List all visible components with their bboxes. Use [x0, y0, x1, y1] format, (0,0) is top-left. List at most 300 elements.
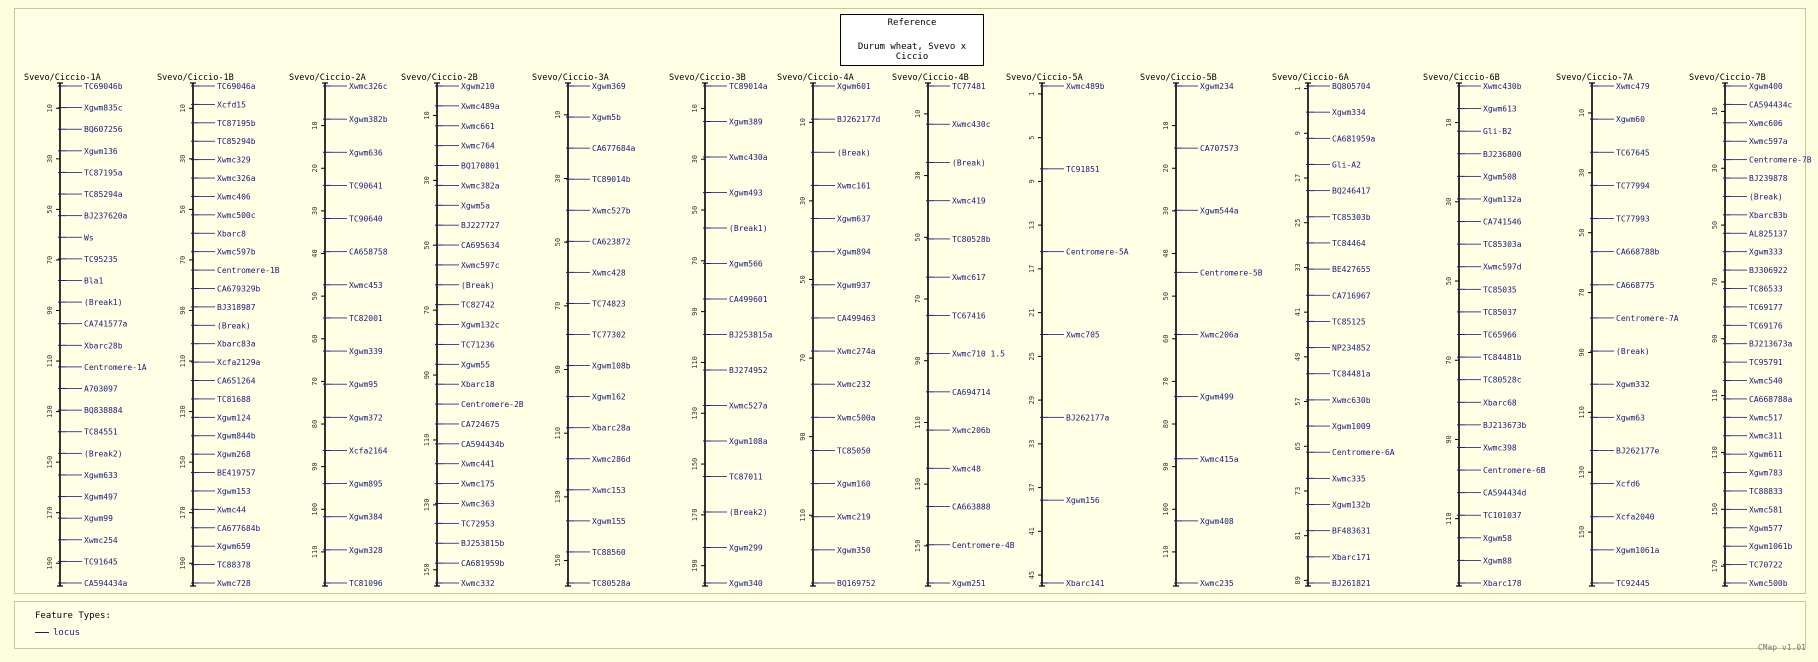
locus-label: TC65966: [1483, 330, 1517, 340]
locus-label: Xgwm844b: [217, 431, 256, 441]
locus-label: TC80528c: [1483, 375, 1522, 385]
locus-label: Centromere-1B: [217, 266, 280, 276]
locus-label: Xwmc500b: [1749, 579, 1788, 588]
locus-label: Xgwm95: [349, 380, 378, 390]
locus-label: BJ213673b: [1483, 420, 1527, 430]
axis-tick-label: 50: [1711, 220, 1719, 230]
locus-label: Xgwm108a: [729, 437, 768, 446]
locus-label: Xgwm508: [1483, 172, 1517, 182]
locus-label: (Break): [952, 158, 986, 168]
locus-label: (Break): [461, 280, 495, 290]
locus-label: CA681959b: [461, 559, 505, 569]
axis-tick-label: 110: [46, 354, 54, 368]
axis-tick-label: 21: [1028, 308, 1036, 317]
axis-tick-label: 110: [1445, 512, 1453, 525]
locus-label: TC95235: [84, 254, 118, 264]
axis-tick-label: 30: [1162, 206, 1170, 216]
locus-label: CA668788b: [1616, 247, 1660, 257]
locus-label: TC101037: [1483, 511, 1522, 521]
map-title: Svevo/Ciccio-6A: [1272, 73, 1349, 83]
locus-label: TC87011: [729, 472, 763, 482]
locus-label: Xcfd15: [217, 100, 246, 110]
axis-tick-label: 30: [1578, 168, 1586, 178]
locus-label: BJ236800: [1483, 149, 1522, 159]
locus-label: Xgwm577: [1749, 523, 1783, 533]
locus-label: BJ262177e: [1616, 446, 1660, 456]
locus-label: TC88378: [217, 560, 251, 570]
axis-tick-label: 100: [1162, 502, 1170, 516]
locus-label: Xgwm339: [349, 347, 383, 357]
locus-label: TC87195a: [84, 168, 123, 178]
locus-label: Xwmc705: [1066, 330, 1100, 340]
locus-label: Xgwm835c: [84, 103, 123, 113]
axis-tick-label: 65: [1294, 442, 1302, 451]
locus-label: TC84551: [84, 427, 118, 437]
axis-tick-label: 45: [1028, 570, 1036, 580]
locus-label: TC85050: [837, 446, 871, 456]
locus-label: Xgwm88: [1483, 556, 1512, 566]
axis-tick-label: 150: [179, 455, 187, 469]
axis-tick-label: 13: [1028, 220, 1036, 230]
locus-label: TC90640: [349, 214, 383, 224]
axis-tick-label: 41: [1028, 527, 1036, 536]
map-title: Svevo/Ciccio-7B: [1689, 73, 1766, 83]
locus-label: Xgwm153: [217, 486, 251, 496]
locus-label: Xwmc489b: [1066, 82, 1105, 91]
locus-label: Xwmc382a: [461, 181, 500, 191]
locus-label: Xbarc83a: [217, 339, 256, 349]
axis-tick-label: 50: [1445, 276, 1453, 286]
locus-label: CA741546: [1483, 217, 1522, 227]
locus-label: Xbarc68: [1483, 398, 1517, 408]
locus-label: Centromere-7B: [1749, 155, 1812, 165]
locus-label: Xgwm136: [84, 146, 118, 156]
axis-tick-label: 10: [311, 121, 319, 130]
locus-label: BQ838884: [84, 406, 123, 416]
locus-label: Xgwm493: [729, 188, 763, 198]
map-title: Svevo/Ciccio-7A: [1556, 73, 1633, 83]
axis-tick-label: 10: [1711, 107, 1719, 116]
locus-label: Xwmc232: [837, 380, 871, 390]
axis-tick-label: 10: [691, 104, 699, 113]
locus-label: Xwmc406: [217, 192, 251, 202]
locus-label: CA679329b: [217, 284, 261, 294]
linkage-group-14: [1689, 73, 1812, 588]
axis-tick-label: 70: [554, 301, 562, 311]
axis-tick-label: 80: [311, 419, 319, 429]
axis-tick-label: 130: [1711, 446, 1719, 459]
map-title: Svevo/Ciccio-1A: [24, 73, 101, 83]
locus-label: TC85294a: [84, 190, 123, 200]
axis-tick-label: 33: [1028, 439, 1036, 449]
axis-tick-label: 110: [1711, 389, 1719, 402]
axis-tick-label: 70: [691, 256, 699, 266]
locus-label: Xgwm497: [84, 492, 118, 502]
locus-label: Xgwm58: [1483, 533, 1512, 543]
locus-label: TC85303a: [1483, 240, 1522, 250]
locus-label: Xgwm5b: [592, 113, 621, 123]
locus-label: Xwmc606: [1749, 118, 1783, 128]
axis-tick-label: 90: [423, 370, 431, 380]
locus-label: Xbarc83b: [1749, 210, 1788, 220]
legend-title: Feature Types:: [35, 611, 111, 621]
axis-tick-label: 170: [46, 506, 54, 520]
locus-label: CA623872: [592, 237, 631, 247]
locus-label: Xgwm937: [837, 280, 871, 290]
axis-tick-label: 110: [691, 356, 699, 369]
axis-tick-label: 50: [1162, 291, 1170, 301]
locus-label: TC77993: [1616, 214, 1650, 224]
locus-label: Xgwm63: [1616, 413, 1645, 423]
locus-label: TC92445: [1616, 579, 1650, 588]
locus-label: TC91851: [1066, 164, 1100, 174]
map-title: Svevo/Ciccio-1B: [157, 73, 234, 83]
axis-tick-label: 70: [46, 255, 54, 265]
locus-label: Xgwm1061b: [1749, 542, 1793, 552]
axis-tick-label: 90: [554, 365, 562, 374]
axis-tick-label: 110: [799, 508, 807, 522]
axis-tick-label: 25: [1028, 352, 1036, 361]
locus-line-swatch: [35, 632, 49, 633]
locus-label: BQ170801: [461, 161, 500, 171]
map-title: Svevo/Ciccio-5A: [1006, 73, 1083, 83]
locus-label: Xgwm155: [592, 516, 626, 526]
locus-label: Xwmc540: [1749, 376, 1783, 386]
axis-tick-label: 70: [179, 255, 187, 265]
locus-label: Xwmc48: [952, 464, 981, 474]
locus-label: Xgwm251: [952, 579, 986, 588]
axis-tick-label: 150: [46, 455, 54, 469]
axis-tick-label: 10: [1445, 118, 1453, 127]
linkage-group-3: [289, 73, 388, 588]
axis-tick-label: 90: [914, 356, 922, 365]
locus-label: Xgwm332: [1616, 380, 1650, 390]
locus-label: Xwmc335: [1332, 474, 1366, 484]
locus-label: Xgwm659: [217, 542, 251, 552]
linkage-group-10: [1140, 73, 1263, 588]
axis-tick-label: 170: [691, 508, 699, 522]
axis-tick-label: 110: [914, 416, 922, 429]
axis-tick-label: 90: [1711, 334, 1719, 343]
locus-label: CA658758: [349, 247, 388, 257]
locus-label: TC89014a: [729, 82, 768, 91]
locus-label: CA707573: [1200, 144, 1239, 154]
locus-label: TC69046a: [217, 82, 256, 91]
locus-label: Xgwm613: [1483, 104, 1517, 114]
axis-tick-label: 110: [179, 354, 187, 368]
axis-tick-label: 90: [311, 462, 319, 471]
axis-tick-label: 70: [1711, 277, 1719, 287]
locus-label: CA677684a: [592, 144, 636, 154]
axis-tick-label: 30: [179, 154, 187, 164]
locus-label: TC90641: [349, 181, 383, 191]
locus-label: Xwmc398: [1483, 443, 1517, 453]
locus-label: TC86533: [1749, 284, 1783, 294]
axis-tick-label: 100: [311, 502, 319, 516]
locus-label: TC87195b: [217, 118, 256, 128]
locus-label: (Break2): [84, 449, 123, 459]
axis-tick-label: 50: [799, 275, 807, 284]
locus-label: BJ227727: [461, 221, 500, 231]
locus-label: Xgwm55: [461, 360, 490, 370]
linkage-group-8: [892, 73, 1015, 588]
locus-label: TC91645: [84, 557, 118, 567]
linkage-group-5: [532, 73, 636, 588]
locus-label: BF483631: [1332, 526, 1371, 536]
locus-label: TC85125: [1332, 317, 1366, 327]
locus-label: Gli-A2: [1332, 160, 1361, 170]
locus-label: (Break1): [729, 224, 768, 233]
map-title: Svevo/Ciccio-2B: [401, 73, 478, 83]
map-title: Svevo/Ciccio-3B: [669, 73, 746, 83]
locus-label: Xgwm544a: [1200, 206, 1239, 216]
locus-label: Xgwm389: [729, 117, 763, 127]
axis-tick-label: 50: [914, 233, 922, 242]
locus-label: Xgwm601: [837, 82, 871, 91]
locus-label: Bla1: [84, 276, 104, 286]
axis-tick-label: 190: [46, 556, 54, 570]
axis-tick-label: 90: [46, 306, 54, 315]
locus-label: Xgwm400: [1749, 82, 1783, 91]
locus-label: Xbarc178: [1483, 579, 1522, 588]
legend-item-locus: [35, 628, 80, 638]
locus-label: Xwmc597a: [1749, 137, 1788, 147]
axis-tick-label: 70: [799, 353, 807, 363]
axis-tick-label: 110: [1578, 406, 1586, 419]
locus-label: BE419757: [217, 468, 256, 478]
locus-label: TC84481a: [1332, 369, 1371, 379]
axis-tick-label: 190: [179, 556, 187, 570]
locus-label: BE427655: [1332, 265, 1371, 275]
locus-label: BJ239878: [1749, 174, 1788, 184]
axis-tick-label: 90: [179, 306, 187, 315]
locus-label: (Break): [837, 148, 871, 158]
axis-tick-label: 10: [423, 111, 431, 120]
axis-tick-label: 30: [691, 154, 699, 164]
axis-tick-label: 20: [311, 164, 319, 173]
locus-label: CA594434d: [1483, 488, 1527, 498]
locus-label: Xgwm99: [84, 514, 113, 524]
locus-label: Xwmc430a: [729, 153, 768, 162]
locus-label: Xgwm372: [349, 413, 383, 423]
locus-label: TC85303b: [1332, 212, 1371, 222]
locus-label: Xgwm350: [837, 545, 871, 555]
locus-label: TC89014b: [592, 175, 631, 185]
locus-label: (Break1): [84, 298, 123, 308]
locus-label: Xwmc430b: [1483, 82, 1522, 91]
locus-label: Xgwm636: [349, 148, 383, 158]
axis-tick-label: 70: [1162, 377, 1170, 386]
locus-label: Xgwm156: [1066, 496, 1100, 506]
axis-tick-label: 1: [1028, 91, 1036, 97]
axis-tick-label: 81: [1294, 531, 1302, 540]
locus-label: Xwmc326c: [349, 82, 388, 91]
locus-label: Ws: [84, 233, 94, 243]
locus-label: AL825137: [1749, 229, 1788, 239]
axis-tick-label: 89: [1294, 576, 1302, 585]
locus-label: Xwmc419: [952, 196, 986, 206]
locus-label: Xgwm633: [84, 470, 118, 480]
locus-label: Centromere-2B: [461, 400, 524, 410]
locus-label: TC82001: [349, 313, 383, 323]
locus-label: Xgwm566: [729, 259, 763, 269]
axis-tick-label: 50: [691, 205, 699, 215]
linkage-group-6: [669, 73, 773, 588]
axis-tick-label: 9: [1028, 179, 1036, 184]
locus-label: Xwmc206a: [1200, 330, 1239, 340]
locus-label: Xwmc517: [1749, 413, 1783, 423]
locus-label: Xwmc441: [461, 459, 495, 469]
axis-tick-label: 70: [914, 294, 922, 304]
axis-tick-label: 70: [1578, 288, 1586, 297]
axis-tick-label: 110: [311, 545, 319, 559]
locus-label: Centromere-7A: [1616, 313, 1679, 323]
locus-label: Gli-B2: [1483, 127, 1512, 137]
axis-tick-label: 50: [311, 291, 319, 301]
axis-tick-label: 90: [1578, 348, 1586, 357]
legend-item-label: locus: [53, 628, 81, 638]
axis-tick-label: 70: [1445, 356, 1453, 365]
locus-label: TC82742: [461, 300, 495, 310]
linkage-group-2: [157, 73, 280, 588]
legend-panel: [14, 601, 1806, 649]
axis-tick-label: 110: [1162, 545, 1170, 559]
locus-label: TC85035: [1483, 285, 1517, 295]
locus-label: Xwmc581: [1749, 505, 1783, 515]
locus-label: TC72953: [461, 519, 495, 529]
locus-label: Xwmc274a: [837, 347, 876, 357]
locus-label: Xgwm382b: [349, 115, 388, 125]
locus-label: BJ318987: [217, 302, 256, 312]
axis-tick-label: 30: [914, 171, 922, 180]
locus-label: Xgwm611: [1749, 450, 1783, 460]
locus-label: BQ246417: [1332, 186, 1371, 196]
axis-tick-label: 9: [1294, 131, 1302, 136]
axis-tick-label: 30: [799, 196, 807, 206]
axis-tick-label: 29: [1028, 395, 1036, 405]
map-title: Svevo/Ciccio-5B: [1140, 73, 1217, 83]
locus-label: BJ261821: [1332, 579, 1371, 588]
locus-label: Xwmc661: [461, 121, 495, 131]
locus-label: Xwmc597d: [1483, 262, 1522, 272]
locus-label: TC77302: [592, 330, 626, 340]
locus-label: CA668788a: [1749, 394, 1793, 404]
locus-label: Xwmc235: [1200, 579, 1234, 588]
locus-label: CA651264: [217, 376, 256, 386]
locus-label: TC69046b: [84, 82, 123, 91]
locus-label: Xgwm299: [729, 543, 763, 553]
locus-label: BQ805704: [1332, 82, 1371, 91]
locus-label: Xgwm369: [592, 82, 626, 91]
axis-tick-label: 50: [423, 241, 431, 250]
locus-label: Xcfa2040: [1616, 512, 1655, 522]
locus-label: Xgwm132a: [1483, 194, 1522, 204]
locus-label: Xwmc329: [217, 155, 251, 165]
locus-label: Xwmc332: [461, 579, 495, 588]
locus-label: Xwmc597c: [461, 260, 500, 270]
locus-label: Xwmc428: [592, 268, 626, 278]
locus-label: Centromere-6B: [1483, 466, 1546, 476]
locus-label: Xcfa2129a: [217, 358, 261, 368]
axis-tick-label: 70: [423, 305, 431, 315]
axis-tick-label: 10: [914, 109, 922, 119]
locus-label: Xwmc479: [1616, 82, 1650, 91]
locus-label: BJ253815b: [461, 539, 505, 549]
locus-label: BJ213673a: [1749, 339, 1793, 349]
locus-label: BJ262177d: [837, 115, 881, 125]
locus-label: Xcfa2164: [349, 446, 388, 456]
axis-tick-label: 70: [311, 377, 319, 386]
locus-label: Xbarc171: [1332, 552, 1371, 562]
locus-label: Xgwm384: [349, 512, 383, 522]
locus-label: Xwmc597b: [217, 247, 256, 257]
locus-label: Xgwm108b: [592, 361, 631, 371]
map-title: Svevo/Ciccio-6B: [1423, 73, 1500, 83]
locus-label: Xgwm1009: [1332, 422, 1371, 432]
axis-tick-label: 150: [914, 539, 922, 553]
locus-label: BJ306922: [1749, 266, 1788, 276]
axis-tick-label: 57: [1294, 397, 1302, 406]
axis-tick-label: 130: [179, 405, 187, 418]
locus-label: CA724675: [461, 419, 500, 429]
axis-tick-label: 30: [1445, 197, 1453, 207]
locus-label: Xgwm210: [461, 82, 495, 91]
locus-label: TC74823: [592, 299, 626, 309]
locus-label: CA741577a: [84, 319, 128, 329]
locus-label: BJ237620a: [84, 211, 128, 221]
axis-tick-label: 10: [799, 118, 807, 127]
locus-label: TC85037: [1483, 307, 1517, 317]
locus-label: NP234852: [1332, 343, 1371, 353]
axis-tick-label: 37: [1028, 483, 1036, 492]
locus-label: Xgwm340: [729, 579, 763, 588]
locus-label: TC88833: [1749, 486, 1783, 496]
locus-label: Xgwm499: [1200, 392, 1234, 402]
locus-label: BJ253815a: [729, 330, 773, 340]
axis-tick-label: 50: [179, 205, 187, 214]
locus-label: Xwmc363: [461, 499, 495, 509]
locus-label: Xwmc415a: [1200, 454, 1239, 464]
locus-label: Xbarc141: [1066, 579, 1105, 588]
locus-label: Xwmc219: [837, 512, 871, 522]
locus-label: TC69177: [1749, 302, 1783, 312]
locus-label: TC67645: [1616, 148, 1650, 158]
axis-tick-label: 130: [914, 477, 922, 491]
axis-tick-label: 40: [311, 249, 319, 258]
axis-tick-label: 130: [1578, 465, 1586, 479]
locus-label: Xwmc326a: [217, 174, 256, 184]
locus-label: TC95791: [1749, 358, 1783, 368]
axis-tick-label: 110: [554, 426, 562, 440]
axis-tick-label: 10: [179, 104, 187, 113]
locus-label: Centromere-1A: [84, 362, 147, 372]
locus-label: (Break2): [729, 508, 768, 517]
locus-label: Xgwm234: [1200, 82, 1234, 91]
locus-label: (Break): [1616, 347, 1650, 357]
locus-label: Xbarc28b: [84, 341, 123, 351]
axis-tick-label: 10: [554, 110, 562, 120]
locus-label: Xgwm5a: [461, 201, 490, 211]
axis-tick-label: 17: [1294, 173, 1302, 183]
axis-tick-label: 130: [423, 498, 431, 512]
locus-label: Centromere-4B: [952, 540, 1015, 550]
axis-tick-label: 49: [1294, 352, 1302, 362]
axis-tick-label: 130: [691, 406, 699, 420]
locus-label: CA594434c: [1749, 100, 1793, 110]
reference-title: Reference: [887, 18, 937, 28]
locus-label: (Break): [217, 321, 251, 331]
locus-label: TC81688: [217, 394, 251, 404]
